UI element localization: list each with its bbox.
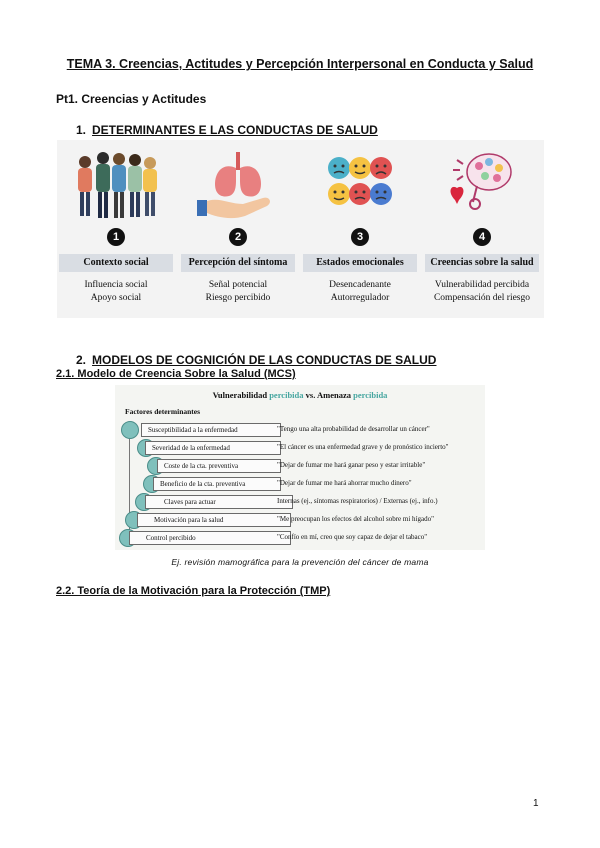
lungs-hand-icon <box>193 146 283 222</box>
determinant-items-4 <box>423 279 541 305</box>
determinant-column-4 <box>423 140 541 318</box>
determinant-item: Vulnerabilidad percibida <box>434 280 530 290</box>
determinant-number-2: 2 <box>229 228 247 246</box>
determinant-number-3: 3 <box>351 228 369 246</box>
mcs-factor: Coste de la cta. preventiva <box>157 459 281 473</box>
determinant-column-2 <box>179 140 297 318</box>
determinant-item: Señal potencial <box>208 280 268 290</box>
mcs-quote: "Dejar de fumar me hará ganar peso y estar irritable" <box>277 461 426 469</box>
determinant-label-1: Contexto social <box>59 254 173 272</box>
mcs-row <box>115 477 485 491</box>
determinant-item: Desencadenante <box>329 280 391 290</box>
mcs-factors-label: Factores determinantes <box>125 407 201 416</box>
brain-heart-icon <box>437 146 527 222</box>
determinant-item: Apoyo social <box>90 293 142 303</box>
mcs-title-part: percibida <box>353 390 388 400</box>
mcs-row <box>115 441 485 455</box>
people-group-icon <box>71 146 161 222</box>
determinant-label-4: Creencias sobre la salud <box>425 254 539 272</box>
mcs-row <box>115 423 485 437</box>
section-2-2-heading: 2.2. Teoría de la Motivación para la Protección (TMP) <box>56 585 331 597</box>
mcs-title-part: Vulnerabilidad <box>212 390 268 400</box>
mcs-factor: Severidad de la enfermedad <box>145 441 281 455</box>
mcs-row <box>115 513 485 527</box>
document-title: TEMA 3. Creencias, Actitudes y Percepción Interpersonal en Conducta y Salud <box>66 57 534 71</box>
section-1-heading <box>76 123 378 137</box>
determinant-item: Compensación del riesgo <box>433 293 531 303</box>
mcs-factor: Control percibido <box>129 531 291 545</box>
mcs-quote: "Me preocupan los efectos del alcohol sobre mi hígado" <box>277 515 434 523</box>
mcs-quote: "Confío en mí, creo que soy capaz de dejar el tabaco" <box>277 533 428 541</box>
determinants-panel <box>57 140 544 318</box>
section-1-text: DETERMINANTES E LAS CONDUCTAS DE SALUD <box>92 123 378 137</box>
mcs-title-part: percibida <box>269 390 304 400</box>
section-2-heading <box>76 353 436 367</box>
determinant-number-1: 1 <box>107 228 125 246</box>
mcs-factor: Beneficio de la cta. preventiva <box>153 477 281 491</box>
page-number: 1 <box>533 798 539 809</box>
mcs-title-part: Amenaza <box>316 390 351 400</box>
determinant-items-3 <box>301 279 419 305</box>
determinant-item: Autorregulador <box>330 293 390 303</box>
mcs-quote: "Dejar de fumar me hará ahorrar mucho dinero" <box>277 479 412 487</box>
section-1-number: 1. <box>76 123 87 137</box>
mcs-row <box>115 531 485 545</box>
mcs-factor: Claves para actuar <box>145 495 293 509</box>
mcs-figure <box>115 385 485 550</box>
section-2-number: 2. <box>76 353 87 367</box>
determinant-number-4: 4 <box>473 228 491 246</box>
figure-caption: Ej. revisión mamográfica para la prevención del cáncer de mama <box>171 557 429 567</box>
determinant-column-1 <box>57 140 175 318</box>
mcs-node-dot <box>121 421 139 439</box>
mcs-quote: Internas (ej., síntomas respiratorios) / Externas (ej., info.) <box>277 497 438 505</box>
determinant-item: Riesgo percibido <box>205 293 271 303</box>
section-2-1-heading: 2.1. Modelo de Creencia Sobre la Salud (MCS) <box>56 368 296 380</box>
determinant-column-3 <box>301 140 419 318</box>
mcs-row <box>115 459 485 473</box>
determinant-items-2 <box>179 279 297 305</box>
determinant-item: Influencia social <box>84 280 148 290</box>
mcs-factor: Susceptibilidad a la enfermedad <box>141 423 281 437</box>
determinant-items-1 <box>57 279 175 305</box>
mcs-quote: "Tengo una alta probabilidad de desarrollar un cáncer" <box>277 425 430 433</box>
mcs-factor: Motivación para la salud <box>137 513 291 527</box>
mcs-row <box>115 495 485 509</box>
determinant-label-3: Estados emocionales <box>303 254 417 272</box>
section-2-text: MODELOS DE COGNICIÓN DE LAS CONDUCTAS DE SALUD <box>92 353 437 367</box>
mcs-title-part: vs. <box>305 390 316 400</box>
mcs-title <box>115 390 485 400</box>
determinant-label-2: Percepción del síntoma <box>181 254 295 272</box>
mcs-quote: "El cáncer es una enfermedad grave y de pronóstico incierto" <box>277 443 449 451</box>
emotion-faces-icon <box>315 146 405 222</box>
part-subtitle: Pt1. Creencias y Actitudes <box>56 92 207 106</box>
